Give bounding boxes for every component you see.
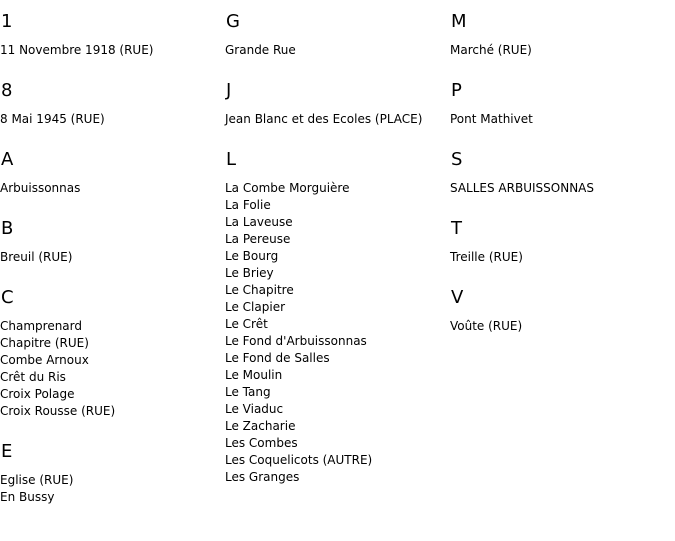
- letter-group: [225, 150, 445, 486]
- letter-group: [0, 219, 220, 266]
- street-link[interactable]: Jean Blanc et des Ecoles (PLACE): [225, 112, 423, 126]
- letter-group: [450, 288, 670, 335]
- street-link[interactable]: La Folie: [225, 198, 271, 212]
- street-link[interactable]: La Pereuse: [225, 232, 291, 246]
- street-link[interactable]: Le Clapier: [225, 300, 286, 314]
- group-letter-heading: G: [226, 11, 240, 32]
- group-letter-heading: B: [1, 218, 14, 239]
- street-link[interactable]: Treille (RUE): [450, 250, 523, 264]
- street-link[interactable]: Chapitre (RUE): [0, 336, 89, 350]
- group-letter-heading: V: [451, 287, 464, 308]
- street-list: [225, 180, 445, 486]
- street-link[interactable]: Les Granges: [225, 470, 300, 484]
- letter-group: [450, 150, 670, 197]
- street-list: [0, 111, 220, 128]
- letter-group: [0, 150, 220, 197]
- group-letter-heading: P: [451, 80, 462, 101]
- street-link[interactable]: Voûte (RUE): [450, 319, 523, 333]
- street-link[interactable]: Champrenard: [0, 319, 82, 333]
- street-link[interactable]: Le Moulin: [225, 368, 283, 382]
- letter-group: [0, 288, 220, 420]
- street-link[interactable]: Breuil (RUE): [0, 250, 73, 264]
- street-list: [450, 180, 670, 197]
- street-list: [450, 318, 670, 335]
- group-letter-heading: M: [451, 11, 467, 32]
- group-letter-heading: C: [1, 287, 14, 308]
- street-link[interactable]: Eglise (RUE): [0, 473, 74, 487]
- street-list: [0, 180, 220, 197]
- street-list: [0, 42, 220, 59]
- street-link[interactable]: 8 Mai 1945 (RUE): [0, 112, 105, 126]
- group-letter-heading: E: [1, 441, 13, 462]
- street-list: [450, 249, 670, 266]
- group-letter-heading: 1: [1, 11, 13, 32]
- street-link[interactable]: La Laveuse: [225, 215, 293, 229]
- street-link[interactable]: Crêt du Ris: [0, 370, 66, 384]
- street-index-column-3: [450, 12, 670, 357]
- street-list: [450, 111, 670, 128]
- group-letter-heading: J: [226, 80, 232, 101]
- street-link[interactable]: Le Viaduc: [225, 402, 284, 416]
- street-link[interactable]: La Combe Morguière: [225, 181, 350, 195]
- street-link[interactable]: Le Tang: [225, 385, 271, 399]
- letter-group: [225, 12, 445, 59]
- street-list: [0, 249, 220, 266]
- street-link[interactable]: Croix Rousse (RUE): [0, 404, 116, 418]
- group-letter-heading: A: [1, 149, 14, 170]
- street-link[interactable]: Le Bourg: [225, 249, 279, 263]
- street-link[interactable]: Les Coquelicots (AUTRE): [225, 453, 373, 467]
- street-index-column-2: [225, 12, 445, 508]
- street-link[interactable]: Pont Mathivet: [450, 112, 533, 126]
- street-link[interactable]: SALLES ARBUISSONNAS: [450, 181, 594, 195]
- street-link[interactable]: Croix Polage: [0, 387, 75, 401]
- street-link[interactable]: Le Zacharie: [225, 419, 296, 433]
- street-link[interactable]: 11 Novembre 1918 (RUE): [0, 43, 154, 57]
- street-link[interactable]: Le Chapitre: [225, 283, 294, 297]
- street-list: [0, 318, 220, 420]
- street-index-column-1: [0, 12, 220, 528]
- street-link[interactable]: Combe Arnoux: [0, 353, 89, 367]
- street-link[interactable]: En Bussy: [0, 490, 55, 504]
- group-letter-heading: 8: [1, 80, 13, 101]
- group-letter-heading: T: [451, 218, 462, 239]
- street-list: [450, 42, 670, 59]
- letter-group: [450, 12, 670, 59]
- street-link[interactable]: Le Fond de Salles: [225, 351, 330, 365]
- group-letter-heading: S: [451, 149, 463, 170]
- street-link[interactable]: Arbuissonnas: [0, 181, 81, 195]
- street-link[interactable]: Marché (RUE): [450, 43, 532, 57]
- street-list: [225, 42, 445, 59]
- street-link[interactable]: Le Briey: [225, 266, 274, 280]
- group-letter-heading: L: [226, 149, 237, 170]
- letter-group: [0, 81, 220, 128]
- street-list: [225, 111, 445, 128]
- street-link[interactable]: Les Combes: [225, 436, 298, 450]
- letter-group: [450, 219, 670, 266]
- letter-group: [0, 12, 220, 59]
- street-link[interactable]: Le Fond d'Arbuissonnas: [225, 334, 367, 348]
- letter-group: [225, 81, 445, 128]
- street-link[interactable]: Le Crêt: [225, 317, 268, 331]
- letter-group: [0, 442, 220, 506]
- street-link[interactable]: Grande Rue: [225, 43, 296, 57]
- letter-group: [450, 81, 670, 128]
- street-list: [0, 472, 220, 506]
